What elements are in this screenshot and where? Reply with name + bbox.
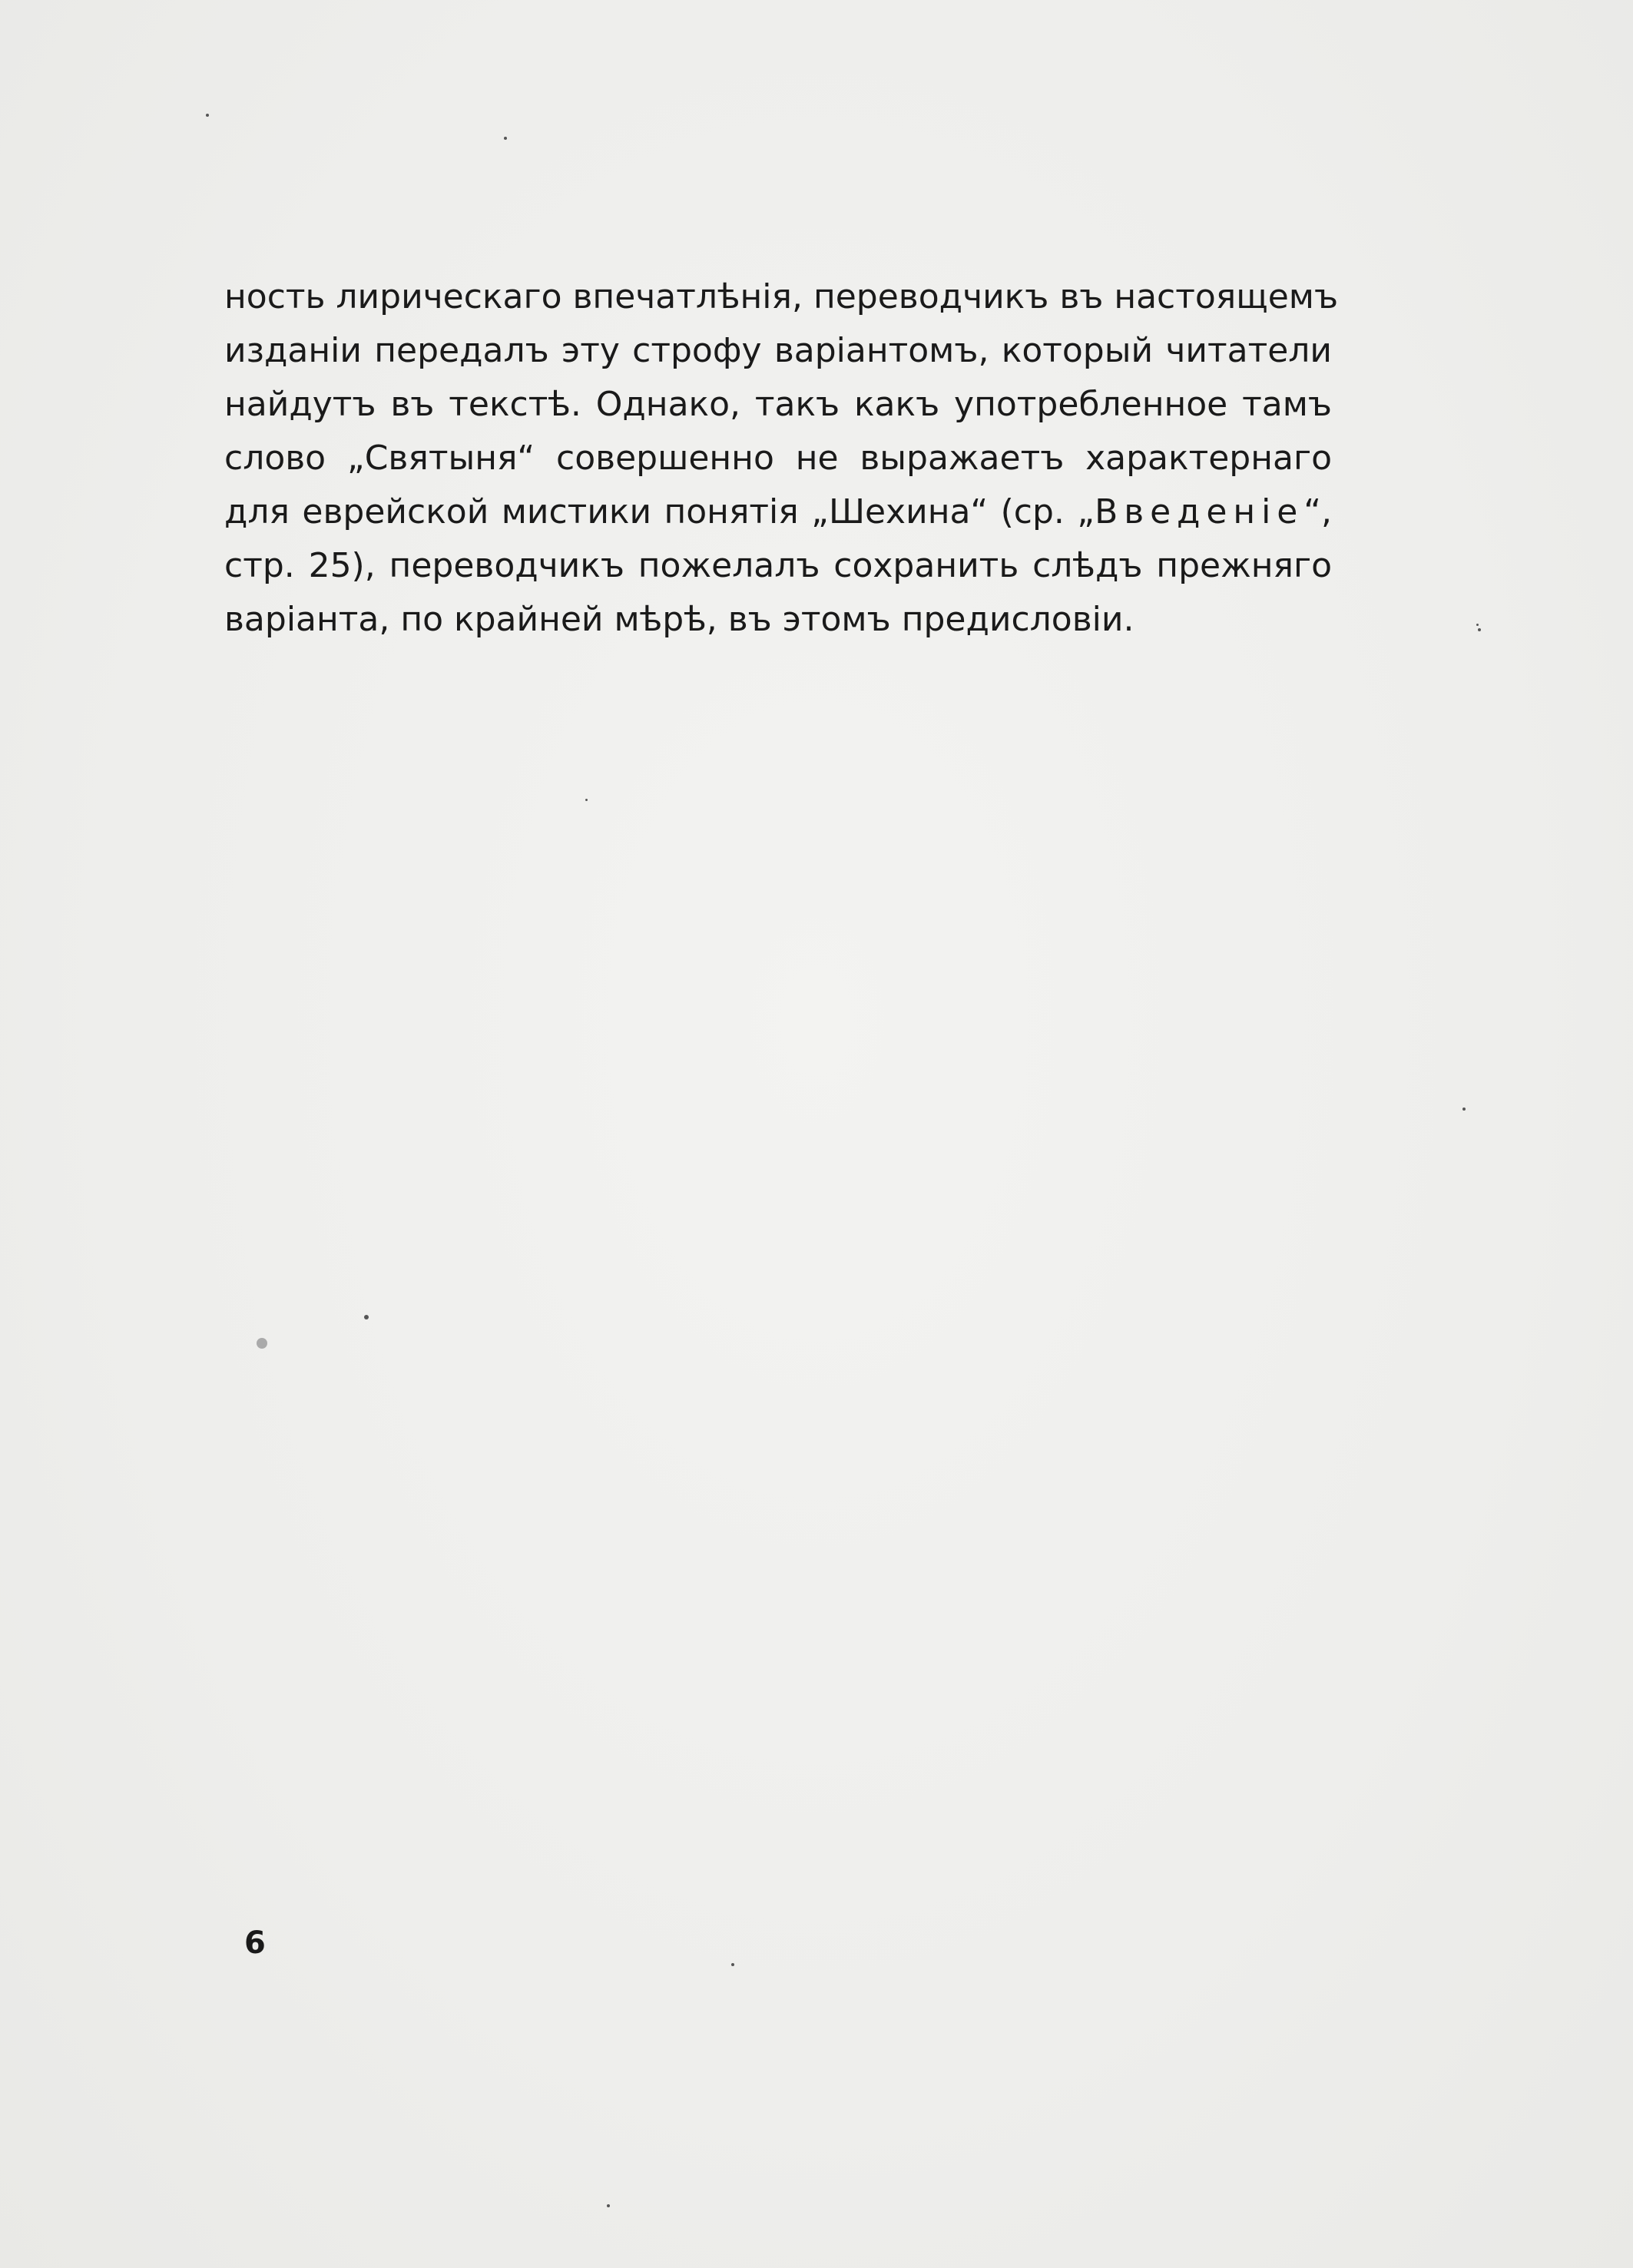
- text-line-4: слово „Святыня“ совершенно не выражаетъ характернаго: [224, 439, 1332, 478]
- text-line-5-start: для еврейской мистики понятія „Шехина“ (ср. „: [224, 492, 1095, 531]
- text-line-2: изданіи передалъ эту строфу варіантомъ, который читатели: [224, 331, 1332, 370]
- scan-speck: [364, 1315, 369, 1319]
- text-line-5-end: “,: [1303, 492, 1332, 531]
- scan-speck: [1476, 624, 1479, 626]
- scan-speck: [257, 1338, 267, 1349]
- scan-speck: [585, 799, 588, 801]
- scan-speck: [731, 1963, 734, 1966]
- scan-speck: [504, 137, 507, 140]
- scan-speck: [607, 2204, 610, 2207]
- body-text: [224, 270, 1339, 647]
- text-line-5: [224, 485, 1332, 539]
- page-number: 6: [244, 1925, 266, 1961]
- scan-speck: [206, 114, 209, 117]
- text-line-7: варіанта, по крайней мѣрѣ, въ этомъ предисловіи.: [224, 600, 1134, 639]
- text-line-1: ность лирическаго впечатлѣнія, переводчикъ въ настоящемъ: [224, 277, 1339, 316]
- scan-speck: [1478, 628, 1481, 631]
- text-line-3: найдутъ въ текстѣ. Однако, такъ какъ употребленное тамъ: [224, 385, 1332, 424]
- text-line-6: стр. 25), переводчикъ пожелалъ сохранить слѣдъ прежняго: [224, 546, 1332, 585]
- spaced-word: Введеніе: [1095, 492, 1304, 531]
- scan-speck: [1462, 1108, 1466, 1111]
